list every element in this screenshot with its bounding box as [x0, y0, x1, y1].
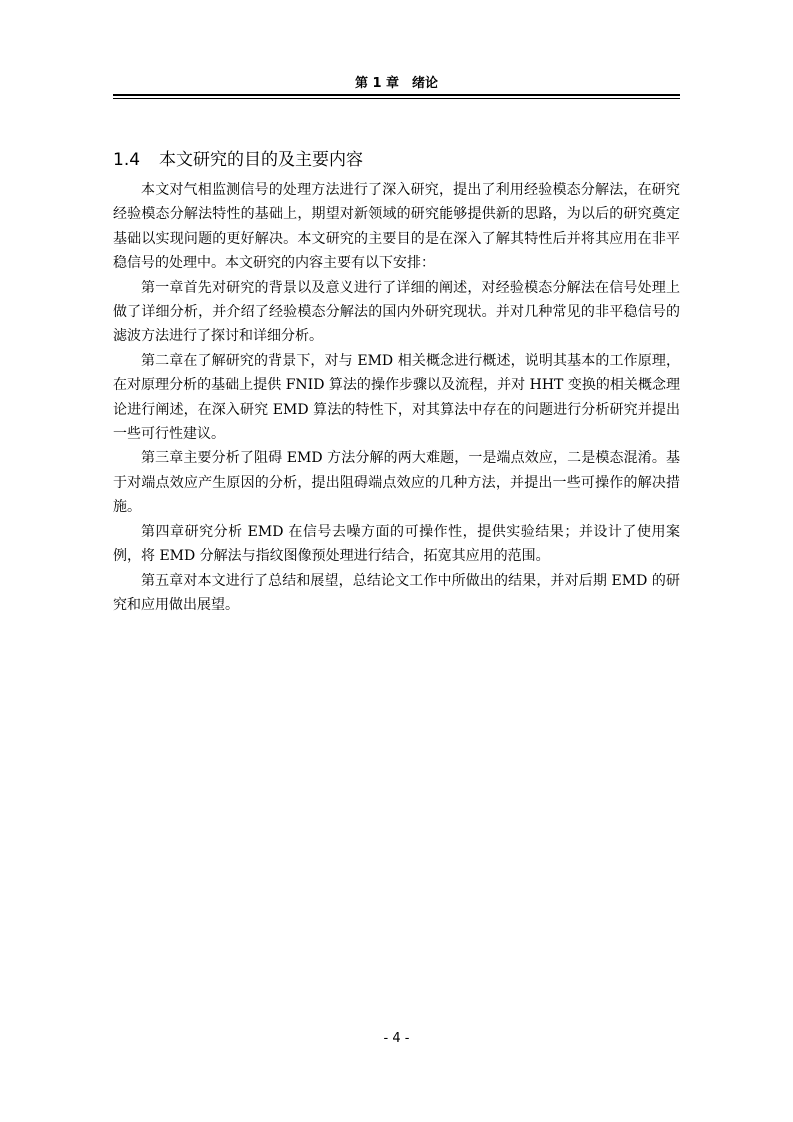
paragraph-intro: 本文对气相监测信号的处理方法进行了深入研究，提出了利用经验模态分解法，在研究经验模态分解法特性的基础上，期望对新领域的研究能够提供新的思路，为以后的研究奠定基础以实现问题的更好解决。本文研究的主要目的是在深入了解其特性后并将其应用在非平稳信号的处理中。本文研究的内容主要有以下安排：: [113, 182, 680, 272]
section-number: 1.4: [113, 150, 141, 170]
paragraph-chapter-3: 第三章主要分析了阻碍 EMD 方法分解的两大难题，一是端点效应，二是模态混淆。基于对端点效应产生原因的分析，提出阻碍端点效应的几种方法，并提出一些可操作的解决措施。: [113, 450, 680, 516]
body-text: [113, 178, 680, 617]
header-rule-thick: [113, 94, 680, 96]
paragraph-chapter-1: 第一章首先对研究的背景以及意义进行了详细的阐述，对经验模态分解法在信号处理上做了详细分析，并介绍了经验模态分解法的国内外研究现状。并对几种常见的非平稳信号的滤波方法进行了探讨和详细分析。: [113, 279, 680, 345]
header-rule-thin: [113, 98, 680, 99]
running-header: 第 1 章 绪论: [354, 76, 439, 91]
paragraph-chapter-5: 第五章对本文进行了总结和展望，总结论文工作中所做出的结果，并对后期 EMD 的研究和应用做出展望。: [113, 572, 680, 613]
page-number: - 4 -: [383, 1031, 410, 1046]
section-heading: [113, 148, 680, 172]
paragraph-chapter-4: 第四章研究分析 EMD 在信号去噪方面的可操作性，提供实验结果；并设计了使用案例，将 EMD 分解法与指纹图像预处理进行结合，拓宽其应用的范围。: [113, 523, 680, 565]
paragraph-chapter-2: 第二章在了解研究的背景下，对与 EMD 相关概念进行概述，说明其基本的工作原理，在对原理分析的基础上提供 FNID 算法的操作步骤以及流程，并对 HHT 变换的相关概念理论进行阐述，在深入研究 EMD 算法的特性下，对其算法中存在的问题进行分析研究并提出一些可行性建议。: [113, 352, 680, 443]
section-title: 本文研究的目的及主要内容: [159, 150, 363, 170]
